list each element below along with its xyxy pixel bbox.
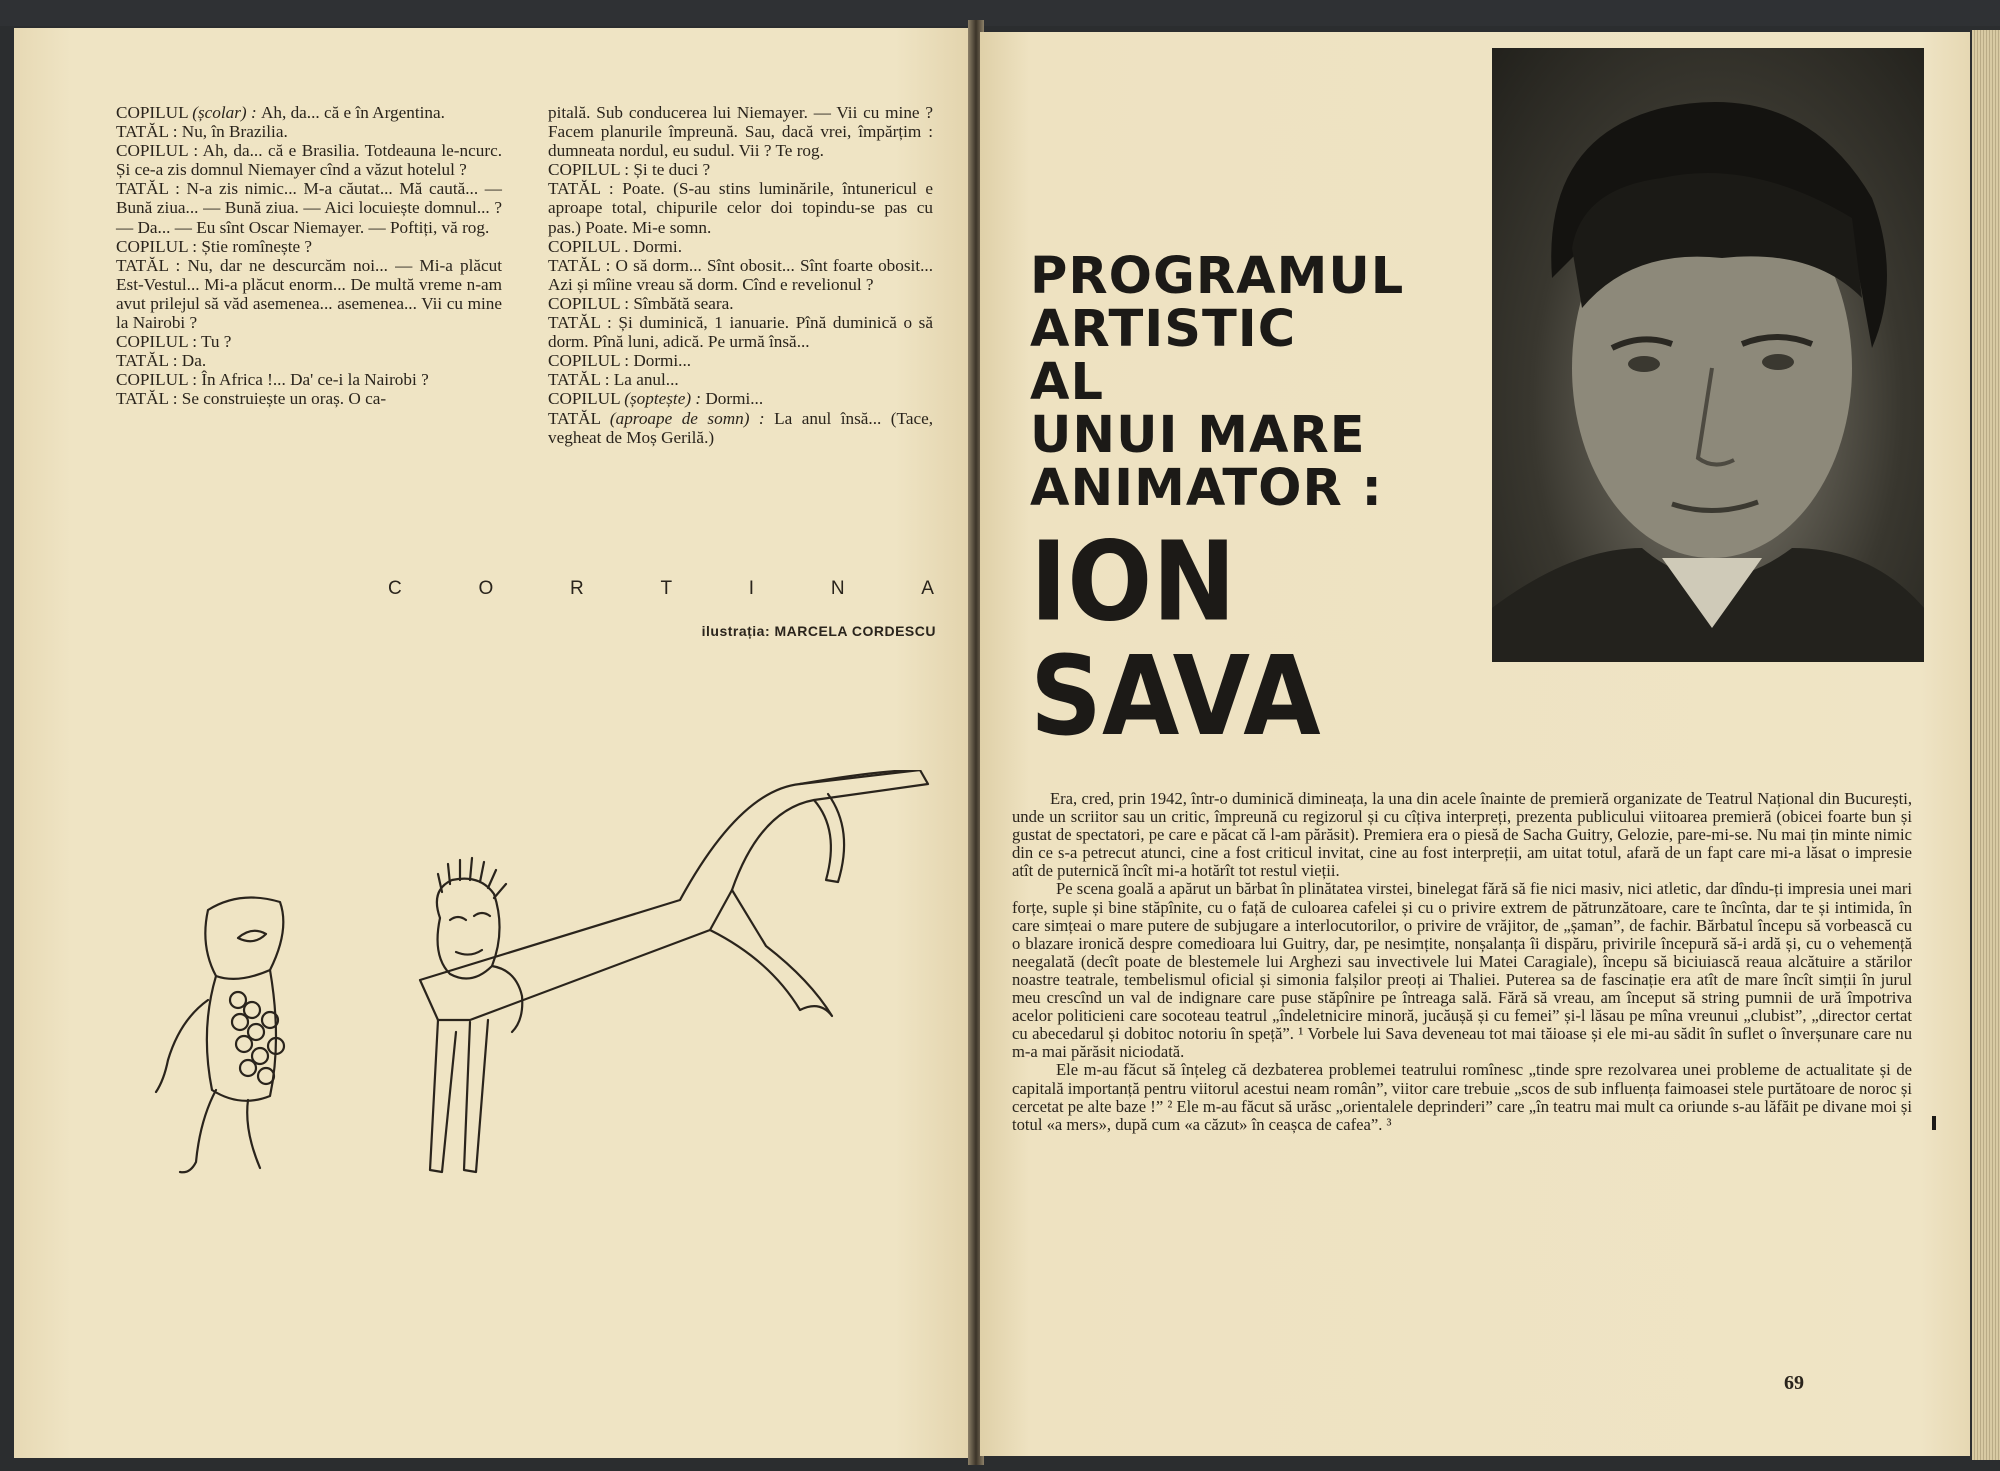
bench-middle-leg <box>464 1020 488 1172</box>
dialogue-line <box>548 103 933 160</box>
page-edges <box>1972 30 2000 1460</box>
dialogue-text: Nu, dar ne descurcăm noi... — Mi-a plăcut Est-Vestul... Mi-a plăcut enorm... De multă vreme n-am avut prilejul să văd asemenea... asemenea... Vii cu mine la Nairobi ? <box>116 255 502 333</box>
dialogue-line <box>548 370 933 389</box>
dialogue-text: Se construiește un oraș. O ca- <box>181 389 387 409</box>
dialogue-line <box>116 141 502 179</box>
dialogue-text: O să dorm... Sînt obosit... Sînt foarte obosit... Azi și mîine vreau să dorm. Cînd e revelionul ? <box>548 255 934 294</box>
scanner-top-edge <box>0 0 2000 26</box>
dialogue-line <box>116 370 502 389</box>
illustration-credit: ilustrația: MARCELA CORDESCU <box>701 623 936 639</box>
dialogue-text: Știe romînește ? <box>201 236 313 256</box>
speaker-name: TATĂL : <box>116 351 182 371</box>
portrait-image <box>1492 48 1924 662</box>
speaker-name: TATĂL : <box>116 122 182 142</box>
dialogue-text: pitală. Sub conducerea lui Niemayer. — Vii cu mine ? Facem planurile împreună. Sau, dacă vrei, împărțim : dumneata nordul, eu sudul. Vii ? Te rog. <box>548 103 933 161</box>
page-number: 69 <box>1784 1372 1804 1394</box>
dialogue-text: Poate. (S-au stins luminările, întunericul e aproape total, chipurile celor doi topindu-se pas cu pas.) Poate. Mi-e somn. <box>548 179 933 237</box>
dialogue-text: Da. <box>181 351 207 371</box>
speaker-name: COPILUL : <box>548 293 634 313</box>
cortina-letter: R <box>569 578 586 599</box>
dialogue-text: Sîmbătă seara. <box>633 293 734 313</box>
speaker-name: COPILUL : <box>548 351 634 371</box>
speaker-name: COPILUL <box>548 389 625 409</box>
second-figure-hand <box>492 966 522 1032</box>
speaker-name: TATĂL : <box>116 179 187 199</box>
headline-name: ION SAVA <box>1030 517 1321 761</box>
article-paragraph: Era, cred, prin 1942, într-o duminică dimineața, la una din acele înainte de premieră organizate de Teatrul Național din București, unde un scriitor sau un critic, împreună cu regizorul și cu cîțiva interpreți, prezenta publicului viitoarea premieră (obicei foarte bun și gustat de spectatori, pe care e păcat că l-am părăsit). Premiera era o piesă de Sacha Guitry, Gelozie, pare-mi-se. Nu mai țin minte nimic din ce s-a petrecut atunci, cine a fost criticul invitat, cine au fost interpreții, am uitat totul, afară de un fapt care mi-a lăsat o impresie atît de puternică încît mi-a hotărît tot restul vieții. <box>1012 789 1912 881</box>
second-figure-hair <box>438 858 506 898</box>
dialogue-text: Nu, în Brazilia. <box>181 122 288 142</box>
dialogue-text: În Africa !... Da' ce-i la Nairobi ? <box>201 370 429 390</box>
mask-figure-leg-2 <box>247 1100 260 1168</box>
headline-line-5: ANIMATOR : <box>1030 459 1383 518</box>
line-drawing-illustration <box>120 770 935 1190</box>
dialogue-line <box>116 256 502 332</box>
mask-figure-head <box>205 898 283 979</box>
dialogue-line <box>548 179 933 236</box>
dialogue-line <box>116 332 502 351</box>
dialogue-line <box>116 389 502 408</box>
dialogue-text: Dormi. <box>632 236 682 256</box>
speaker-name: COPILUL : <box>116 236 202 256</box>
dialogue-line <box>548 313 933 351</box>
dialogue-column-b <box>548 103 933 447</box>
speaker-name: TATĂL : <box>548 255 616 275</box>
cortina-heading <box>388 578 936 600</box>
dialogue-line <box>548 409 933 447</box>
cortina-letter: A <box>921 578 936 599</box>
cortina-letter: C <box>388 578 404 599</box>
dialogue-text: Dormi... <box>705 389 764 409</box>
speaker-name: TATĂL : <box>548 313 619 333</box>
dialogue-text: N-a zis nimic... M-a căutat... Mă caută... — Bună ziua... — Bună ziua. — Aici locuiește domnul... ? — Da... — Eu sînt Oscar Niemayer. — Poftiți, vă rog. <box>116 179 502 237</box>
portrait-photo <box>1492 48 1924 662</box>
dialogue-line <box>548 389 933 408</box>
dialogue-line <box>548 294 933 313</box>
article-body <box>1012 790 1912 1134</box>
stage-note: (școlar) : <box>192 103 261 122</box>
dialogue-text: Ah, da... că e în Argentina. <box>260 103 445 122</box>
dialogue-line <box>116 122 502 141</box>
dialogue-line <box>548 351 933 370</box>
article-paragraph: Ele m-au făcut să înțeleg că dezbaterea problemei teatrului romînesc „tinde spre rezolvarea unei probleme de actualitate și de capitală importanță pentru viitorul acestui neam român”, viitor care trebuie „scos de sub influența faimoasei stele purtătoare de noroc și cercetat pe alte baze !” ² Ele m-au făcut să urăsc „orientalele deprinderi” care „în teatru mai mult ca oriunde s-au lăfăit pe divane moi și totul «a mers», după cum «a căzut» în ceașca de cafea”. ³ <box>1012 1060 1912 1134</box>
speaker-name: COPILUL . <box>548 236 633 256</box>
dialogue-text: Și duminică, 1 ianuarie. Pînă duminică o să dorm. Pînă luni, adică. Pe urmă însă... <box>548 313 933 352</box>
mask-figure-eye <box>238 931 266 941</box>
cortina-letter: T <box>660 578 675 599</box>
speaker-name: COPILUL : <box>116 332 201 352</box>
dialogue-text: La anul însă... (Tace, vegheat de Moș Gerilă.) <box>548 408 933 447</box>
cortina-letter: O <box>478 578 496 599</box>
dialogue-line <box>116 179 502 236</box>
mask-figure-leg <box>180 1090 216 1172</box>
speaker-name: TATĂL <box>548 408 610 428</box>
dialogue-text: La anul... <box>613 370 679 390</box>
second-figure-mouth <box>456 950 482 955</box>
stage-note: (șoptește) : <box>624 389 706 409</box>
second-figure-eyes <box>450 913 490 920</box>
dialogue-line <box>116 103 502 122</box>
speaker-name: TATĂL : <box>548 370 614 390</box>
speaker-name: COPILUL : <box>116 141 203 161</box>
speaker-name: TATĂL : <box>116 255 188 275</box>
dialogue-line <box>548 160 933 179</box>
cortina-letter: N <box>830 578 847 599</box>
mask-figure-arm <box>156 1000 208 1092</box>
dialogue-column-a <box>116 103 502 409</box>
headline-line-2: ARTISTIC <box>1030 300 1297 359</box>
headline-line-1: PROGRAMUL <box>1030 247 1405 306</box>
dialogue-text: Și te duci ? <box>633 160 711 180</box>
cortina-letter: I <box>748 578 757 599</box>
mask-figure-beard <box>230 992 284 1084</box>
headline-line-4: UNUI MARE <box>1030 406 1366 465</box>
speaker-name: COPILUL <box>116 103 193 122</box>
bench-back-leg <box>710 890 832 1016</box>
speaker-name: COPILUL : <box>116 370 202 390</box>
dialogue-line <box>548 256 933 294</box>
dialogue-text: Dormi... <box>633 351 692 371</box>
dialogue-line <box>116 351 502 370</box>
speaker-name: COPILUL : <box>548 160 634 180</box>
margin-mark <box>1932 1116 1936 1130</box>
dialogue-text: Ah, da... că e Brasilia. Totdeauna le-ncurc. Și ce-a zis domnul Niemayer cînd a văzut hotelul ? <box>116 141 502 180</box>
stage-note: (aproape de somn) : <box>609 408 775 428</box>
article-paragraph: Pe scena goală a apărut un bărbat în plinătatea virstei, binelegat fără să fie nici masiv, nici atletic, dar dîndu-ți impresia unei mari forțe, suple și bine stăpînite, cu o față de culoarea cafelei și cu o privire extrem de pătrunzătoare, care te încînta, dar te și intimida, în care simțeai o mare putere de subjugare a interlocutorilor, o privire de vrăjitor, de „șaman”, de fachir. Bărbatul începu să vorbească cu o blazare ironică despre comedioara lui Guitry, dar, pe nesimțite, nonșalanța îi dispăru, privirile începură să-i ardă și, cu o vehemență neegalată (decît poate de blestemele lui Arghezi sau invectivele lui Matei Caragiale), începu să biciuiască reaua alcătuire a stărilor noastre teatrale, tembelismul oficial și simonia falșilor preoți ai Thaliei. Puterea sa de fascinație era atît de mare încît simții în jurul meu crescînd un val de indignare care puse stăpînire pe întreaga sală. Fără să vreau, am început să string pumnii de ură împotriva acelor politicieni care socoteau teatrul „îndeletnicire minoră, jucăușă și cu femei” și-l lăsau pe mîna vreunui „clubist”, „director certat cu abecedarul și dobitoc notoriu în speță”. ¹ Vorbele lui Sava deveneau tot mai tăioase și ele mi-au sădit în suflet o înverșunare care nu m-a mai părăsit niciodată. <box>1012 879 1912 1062</box>
bench-back-arm <box>814 794 844 882</box>
dialogue-line <box>116 237 502 256</box>
speaker-name: TATĂL : <box>548 179 623 199</box>
dialogue-text: Tu ? <box>201 332 232 352</box>
article-headline <box>1030 247 1470 761</box>
speaker-name: TATĂL : <box>116 389 182 409</box>
dialogue-line <box>548 237 933 256</box>
headline-line-3: AL <box>1030 353 1104 412</box>
second-figure-head <box>437 879 500 979</box>
bench-front-leg <box>430 1020 456 1172</box>
